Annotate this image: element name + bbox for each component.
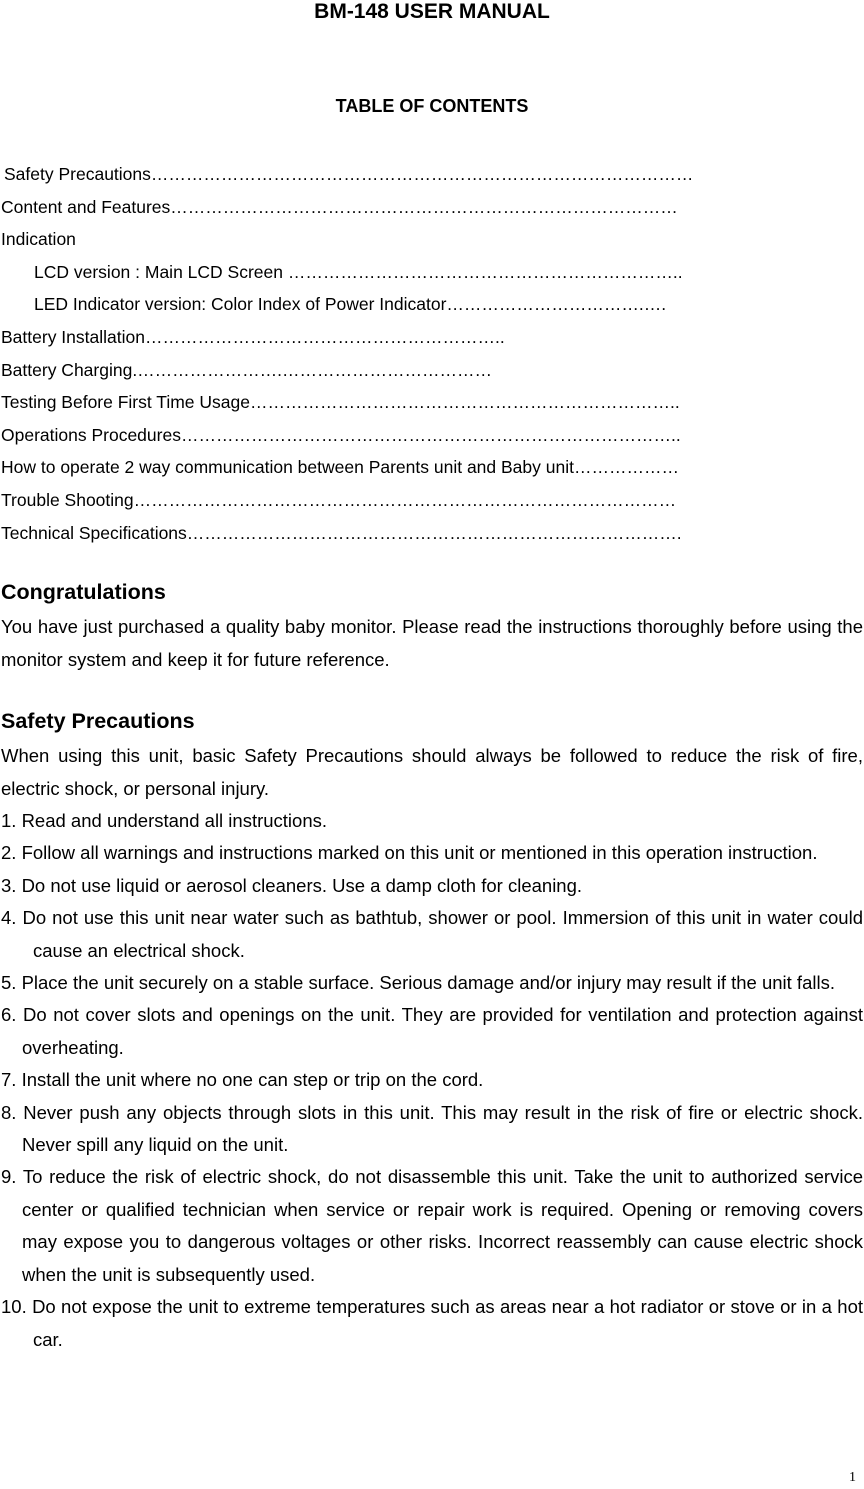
list-item: 9. To reduce the risk of electric shock, do not disassemble this unit. Take the unit to authorized service center or qualified technician when service or repair work is required. Opening or removing covers may expose you to dangerous voltages or other risks. Incorrect reassembly can cause electric shock when the unit is subsequently used. xyxy=(1,1166,863,1285)
list-item: 1. Read and understand all instructions. xyxy=(1,810,328,831)
list-item: 5. Place the unit securely on a stable surface. Serious damage and/or injury may result if the unit falls. xyxy=(1,972,835,994)
toc-item-battery-installation: Battery Installation…………………………………………………….. xyxy=(1,326,505,347)
safety-heading: Safety Precautions xyxy=(1,709,195,733)
safety-intro: When using this unit, basic Safety Precautions should always be followed to reduce the risk of fire, electric shock, or personal injury. xyxy=(1,745,863,799)
toc-item-trouble-shooting: Trouble Shooting………………………………………………………………………………… xyxy=(1,489,677,510)
list-item: 4. Do not use this unit near water such as bathtub, shower or pool. Immersion of this unit in water could cause an electrical shock. xyxy=(1,907,863,961)
list-item: 3. Do not use liquid or aerosol cleaners. Use a damp cloth for cleaning. xyxy=(1,874,583,896)
toc-item-operations: Operations Procedures………………………………………………………………………….. xyxy=(1,424,681,445)
toc-item-safety-precautions: Safety Precautions………………………………………………………………………………… xyxy=(4,164,694,184)
table-of-contents xyxy=(1,158,861,549)
toc-item-testing: Testing Before First Time Usage……………………………………………………………….. xyxy=(1,392,680,413)
list-item: 7. Install the unit where no one can step or trip on the cord. xyxy=(1,1069,484,1091)
toc-item-technical-specs: Technical Specifications…………………………………………………………………………. xyxy=(1,522,682,543)
toc-item-content-features: Content and Features…………………………………………………………………………… xyxy=(1,196,678,217)
toc-item-led-indicator: LED Indicator version: Color Index of Power Indicator…………………………….…. xyxy=(34,294,667,315)
congratulations-heading: Congratulations xyxy=(1,580,166,604)
document-title: BM-148 USER MANUAL xyxy=(314,0,550,23)
list-item: 6. Do not cover slots and openings on the unit. They are provided for ventilation and protection against overheating. xyxy=(1,1004,863,1058)
toc-item-two-way: How to operate 2 way communication between Parents unit and Baby unit……………… xyxy=(1,457,679,478)
page-number: 1 xyxy=(849,1470,856,1485)
safety-list xyxy=(1,805,863,1356)
congratulations-text: You have just purchased a quality baby monitor. Please read the instructions thoroughly before using the monitor system and keep it for future reference. xyxy=(1,616,863,670)
toc-item-battery-charging: Battery Charging.…………………….……………………………… xyxy=(1,359,493,380)
toc-item-indication: Indication xyxy=(1,229,76,250)
list-item: 2. Follow all warnings and instructions marked on this unit or mentioned in this operation instruction. xyxy=(1,842,818,864)
list-item: 8. Never push any objects through slots in this unit. This may result in the risk of fire or electric shock. Never spill any liquid on the unit. xyxy=(1,1101,863,1156)
list-item: 10. Do not expose the unit to extreme temperatures such as areas near a hot radiator or stove or in a hot car. xyxy=(1,1296,863,1350)
toc-item-lcd-version: LCD version : Main LCD Screen ………………………………………………………….. xyxy=(34,261,683,282)
toc-title: TABLE OF CONTENTS xyxy=(335,96,529,116)
